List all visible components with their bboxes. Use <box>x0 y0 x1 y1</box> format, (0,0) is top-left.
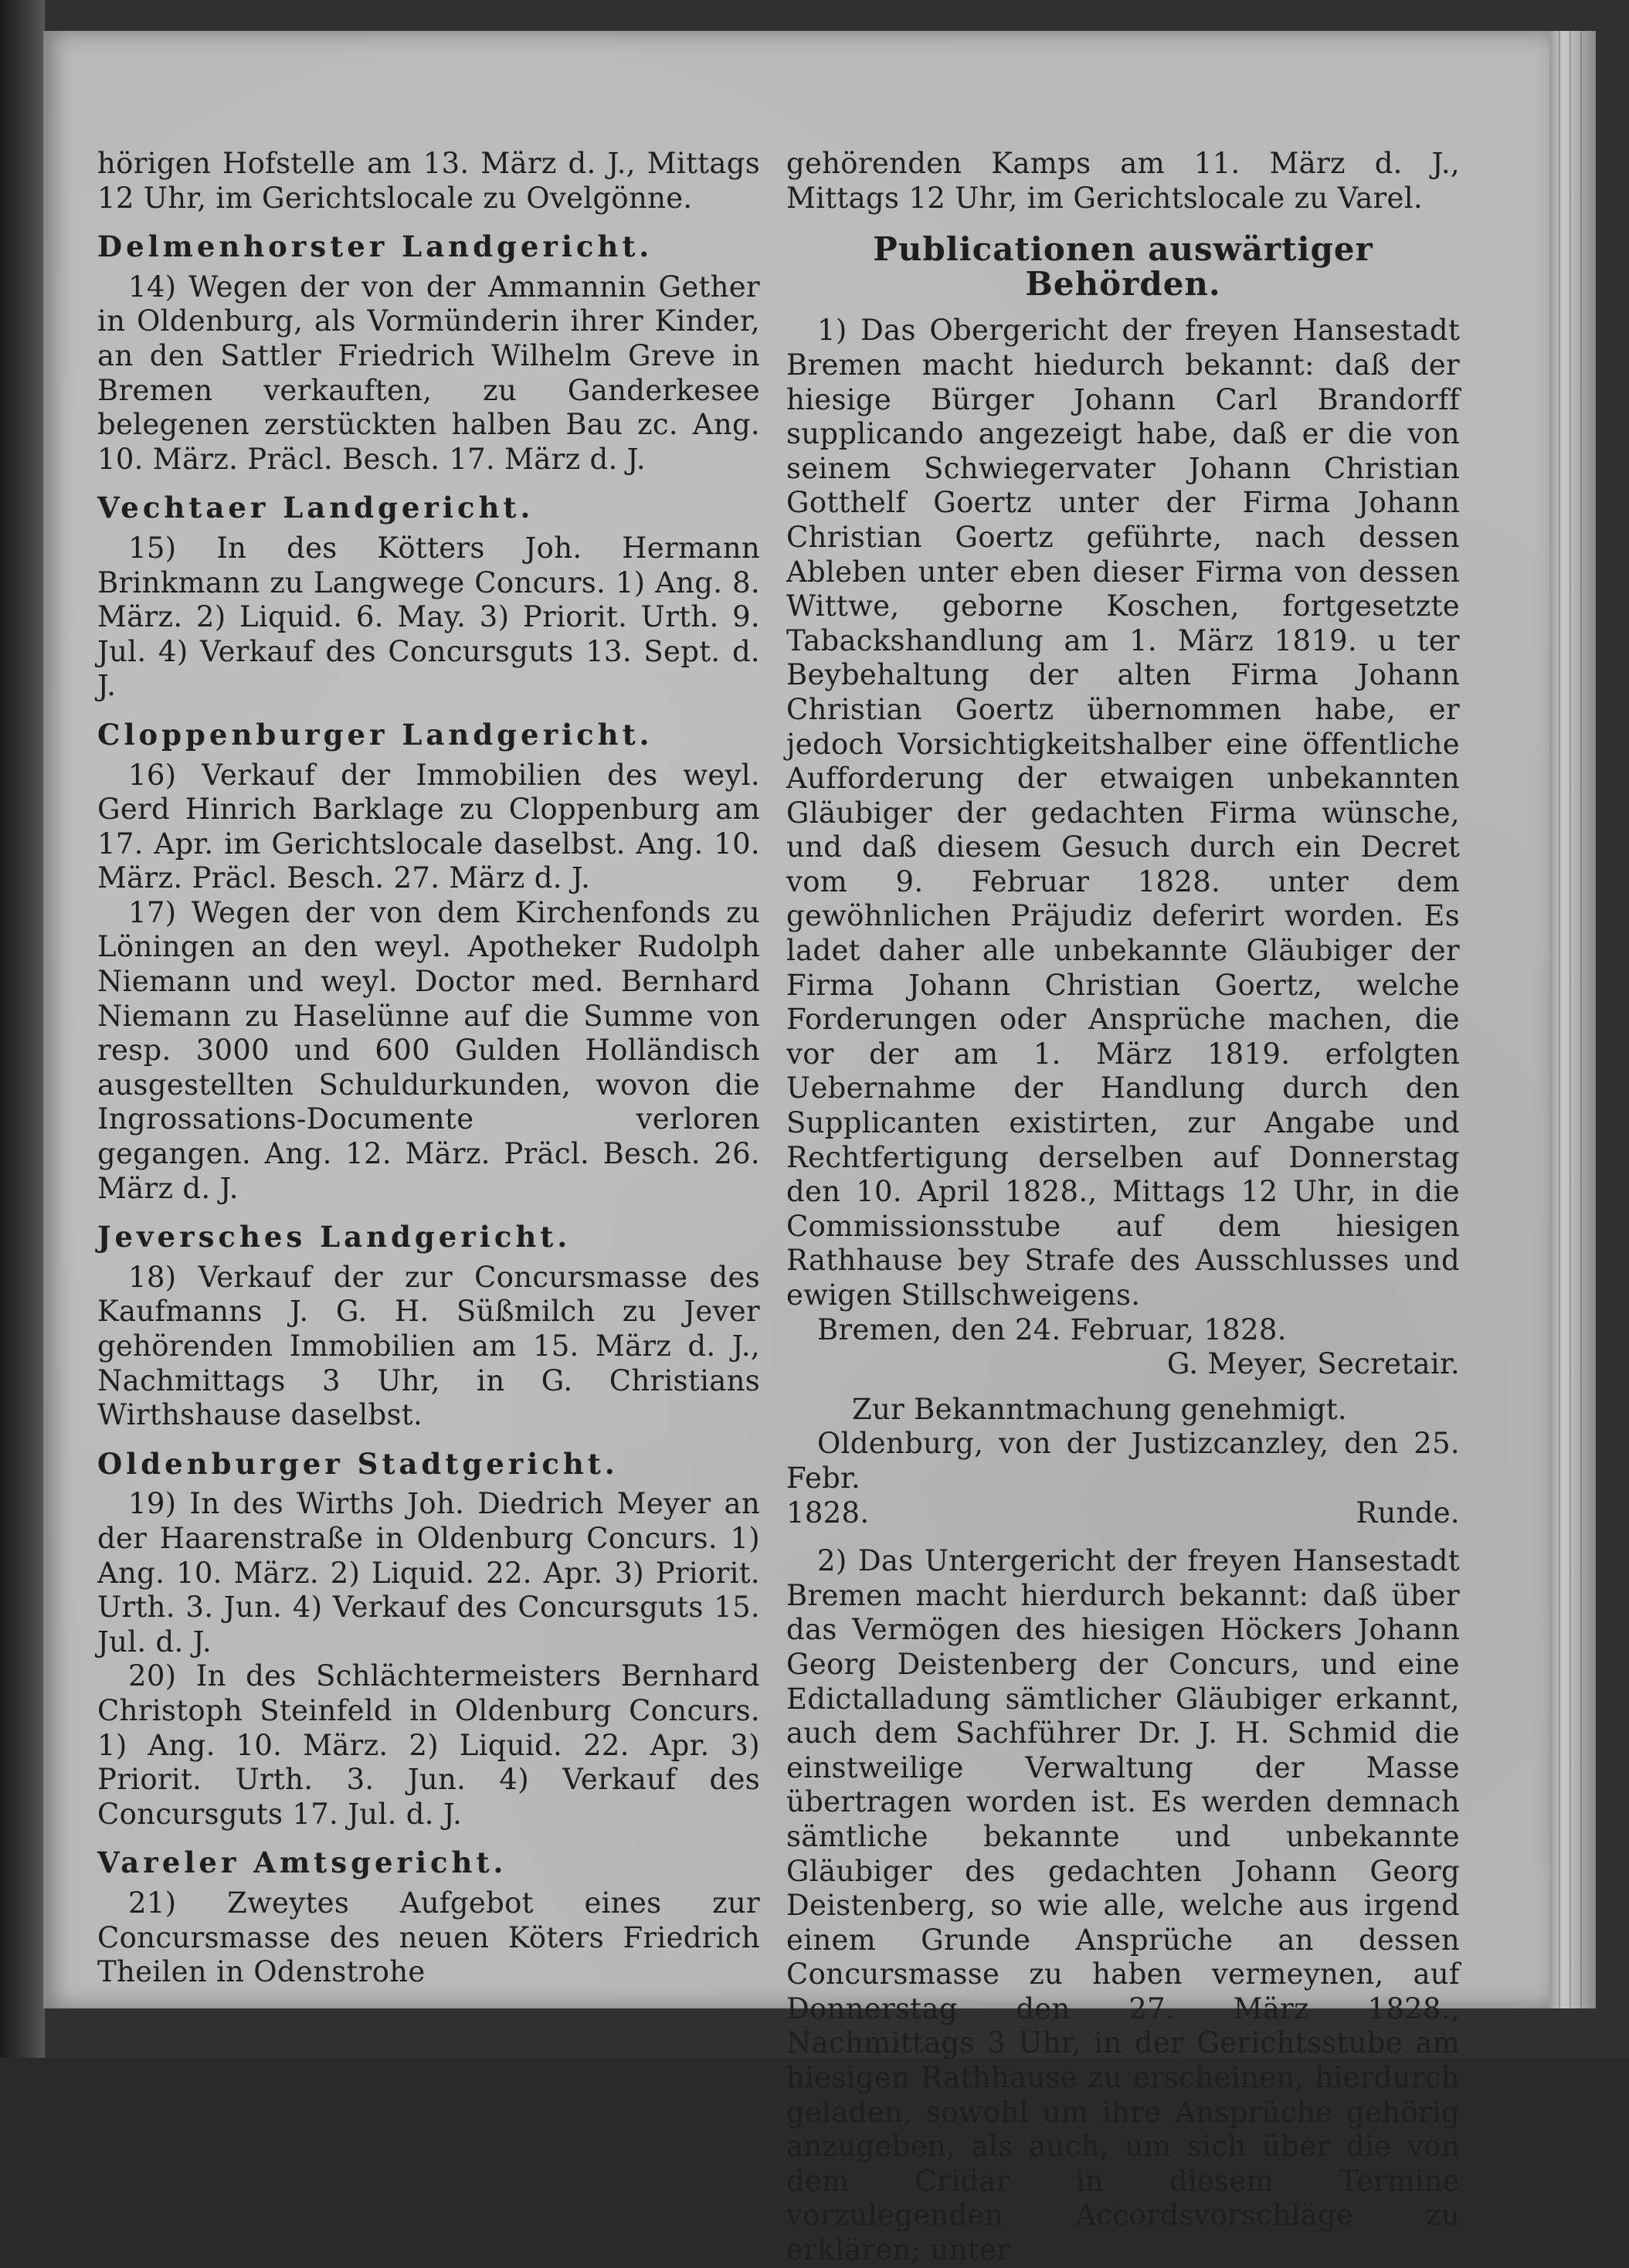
heading-cloppenburg: Cloppenburger Landgericht. <box>97 717 653 752</box>
left-continuation: hörigen Hofstelle am 13. März d. J., Mittags 12 Uhr, im Gerichtslocale zu Ovelgönne. <box>97 147 760 215</box>
heading-jever: Jeversches Landgericht. <box>97 1220 572 1255</box>
notice-1-text: 1) Das Obergericht der freyen Hansestadt Bremen macht hiedurch bekannt: daß der hiesige Bürger Johann Carl Brandorff supplicando angezeigt habe, daß er die von seinem Schwiegervater Johann Christian Gotthelf Goertz unter der Firma Johann Christian Goertz geführte, nach dessen Ableben unter eben dieser Firma von dessen Wittwe, geborne Koschen, fortgesetzte Tabackshandlung am 1. März 1819. u ter Beybehaltung der alten Firma Johann Christian Goertz übernommen habe, er jedoch Vorsichtigkeitshalber eine öffentliche Aufforderung der etwaigen unbekannten Gläubiger der gedachten Firma wünsche, und daß diesem Gesuch durch ein Decret vom 9. Februar 1828. unter dem gewöhnlichen Präjudiz deferirt worden. Es ladet daher alle unbekannte Gläubiger der Firma Johann Christian Goertz, welche Forderungen oder Ansprüche machen, die vor der am 1. März 1819. erfolgten Uebernahme der Handlung durch den Supplicanten existirten, zur Angabe und Rechtfertigung derselben auf Donnerstag den 10. April 1828., Mittags 12 Uhr, in die Commissionsstube auf dem hiesigen Rathhause bey Strafe des Ausschlusses und ewigen Stillschweigens. <box>786 314 1460 1312</box>
entry-20: 20) In des Schlächtermeisters Bernhard Christoph Steinfeld in Oldenburg Concurs. 1) Ang. 10. März. 2) Liquid. 22. Apr. 3) Priorit. Urth. 3. Jun. 4) Verkauf des Concursguts 17. Jul. d. J. <box>97 1659 760 1831</box>
notice-1-dateline: Bremen, den 24. Februar, 1828. <box>817 1312 1287 1346</box>
page-edge <box>1549 31 1596 2008</box>
entry-16: 16) Verkauf der Immobilien des weyl. Gerd Hinrich Barklage zu Cloppenburg am 17. Apr. im Gerichtslocale daselbst. Ang. 10. März. Präcl. Besch. 27. März d. J. <box>97 758 760 895</box>
book-binding <box>0 0 45 2058</box>
notice-1-approval-footer <box>786 1496 1460 1531</box>
notice-1-signature: G. Meyer, Secretair. <box>1166 1347 1460 1381</box>
entry-18: 18) Verkauf der zur Concursmasse des Kaufmanns J. G. H. Süßmilch zu Jever gehörenden Immobilien am 15. März d. J., Nachmittags 3 Uhr, in G. Christians Wirthshause daselbst. <box>97 1260 760 1432</box>
publications-title: Publicationen auswärtiger Behörden. <box>873 230 1373 303</box>
document-page <box>43 31 1549 2267</box>
entry-19: 19) In des Wirths Joh. Diedrich Meyer an der Haarenstraße in Oldenburg Concurs. 1) Ang. 10. März. 2) Liquid. 22. Apr. 3) Priorit. Urth. 3. Jun. 4) Verkauf des Concursguts 15. Jul. d. J. <box>97 1487 760 1659</box>
heading-oldenburg: Oldenburger Stadtgericht. <box>97 1446 619 1481</box>
notice-1-approval: Zur Bekanntmachung genehmigt. <box>852 1392 1347 1426</box>
left-column <box>97 147 760 1990</box>
entry-21: 21) Zweytes Aufgebot eines zur Concursmasse des neuen Köters Friedrich Theilen in Odenstrohe <box>97 1886 760 1989</box>
heading-varel: Vareler Amtsgericht. <box>97 1845 507 1880</box>
notice-1-approval-signer: Runde. <box>1356 1496 1460 1530</box>
right-column <box>786 147 1460 2268</box>
notice-1-approval-year: 1828. <box>786 1496 870 1530</box>
entry-14: 14) Wegen der von der Ammannin Gether in Oldenburg, als Vormünderin ihrer Kinder, an den Sattler Friedrich Wilhelm Greve in Bremen verkauften, zu Ganderkesee belegenen zerstückten halben Bau zc. Ang. 10. März. Präcl. Besch. 17. März d. J. <box>97 270 760 476</box>
notice-2-text: 2) Das Untergericht der freyen Hansestadt Bremen macht hierdurch bekannt: daß über das Vermögen des hiesigen Höckers Johann Georg Deistenberg der Concurs, und eine Edictalladung sämtlicher Gläubiger erkannt, auch dem Sachführer Dr. J. H. Schmid die einstweilige Verwaltung der Masse übertragen worden ist. Es werden demnach sämtliche bekannte und unbekannte Gläubiger des gedachten Johann Georg Deistenberg, so wie alle, welche aus irgend einem Grunde Ansprüche an dessen Concursmasse zu haben vermeynen, auf Donnerstag den 27. März 1828., Nachmittags 3 Uhr, in der Gerichtsstube am hiesigen Rathhause zu erscheinen, hierdurch geladen, sowohl um ihre Ansprüche gehörig anzugeben, als auch, um sich über die von dem Cridar in diesem Termine vorzulegenden Accordsvorschläge zu erklären; unter <box>786 1544 1460 2267</box>
notice-1-approval-place: Oldenburg, von der Justizcanzley, den 25. Febr. <box>786 1427 1460 1495</box>
heading-vechta: Vechtaer Landgericht. <box>97 491 535 525</box>
heading-delmenhorst: Delmenhorster Landgericht. <box>97 229 653 264</box>
right-continuation: gehörenden Kamps am 11. März d. J., Mittags 12 Uhr, im Gerichtslocale zu Varel. <box>786 147 1460 215</box>
entry-17: 17) Wegen der von dem Kirchenfonds zu Löningen an den weyl. Apotheker Rudolph Niemann und weyl. Doctor med. Bernhard Niemann zu Haselünne auf die Summe von resp. 3000 und 600 Gulden Holländisch ausgestellten Schuldurkunden, wovon die Ingrossations-Documente verloren gegangen. Ang. 12. März. Präcl. Besch. 26. März d. J. <box>97 895 760 1205</box>
entry-15: 15) In des Kötters Joh. Hermann Brinkmann zu Langwege Concurs. 1) Ang. 8. März. 2) Liquid. 6. May. 3) Priorit. Urth. 9. Jul. 4) Verkauf des Concursguts 13. Sept. d. J. <box>97 531 760 703</box>
